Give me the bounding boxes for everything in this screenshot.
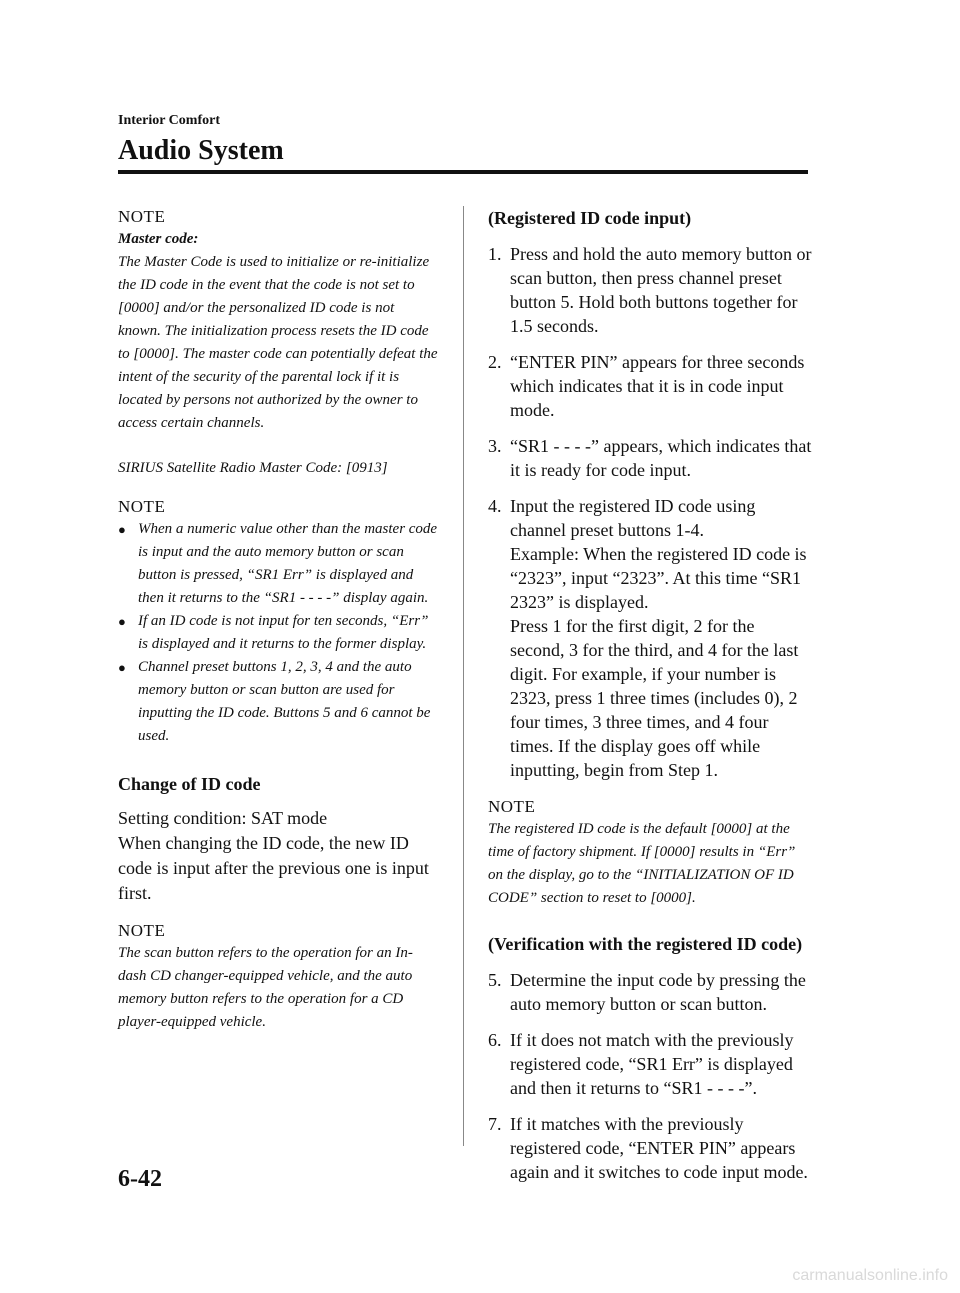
list-item: ● Channel preset buttons 1, 2, 3, 4 and the auto memory button or scan button are used for inputting the ID code. Buttons 5 and 6 cannot be used. xyxy=(118,656,438,748)
page-header xyxy=(118,112,808,168)
step-item: 2. “ENTER PIN” appears for three seconds which indicates that it is in code input mode. xyxy=(488,352,805,420)
list-item: ● If an ID code is not input for ten seconds, “Err” is displayed and it returns to the former display. xyxy=(118,610,438,656)
page-number: 6-42 xyxy=(118,1166,162,1192)
note-bullets xyxy=(118,496,438,748)
chapter-title: Audio System xyxy=(118,135,284,166)
watermark: carmanualsonline.info xyxy=(792,1267,948,1284)
list-item: ● When a numeric value other than the master code is input and the auto memory button or scan button is pressed, “SR1 Err” is displayed and then it returns to the “SR1 - - - -” display again. xyxy=(118,518,438,610)
note-registered-default xyxy=(488,796,813,910)
steps-verify xyxy=(488,968,813,1184)
verify-heading: (Verification with the registered ID code) xyxy=(488,934,803,954)
steps-registered xyxy=(488,242,813,782)
section-heading: Change of ID code xyxy=(118,774,261,794)
left-column xyxy=(118,206,438,1034)
bullet-list xyxy=(118,518,438,748)
column-divider xyxy=(463,206,464,1146)
note-scan-button xyxy=(118,920,438,1034)
note-master-code xyxy=(118,206,438,480)
bullet-icon: ● xyxy=(118,660,126,675)
bullet-icon: ● xyxy=(118,614,126,629)
step-item: 5. Determine the input code by pressing the auto memory button or scan button. xyxy=(488,970,806,1014)
step-item: 4. Input the registered ID code using channel preset buttons 1-4. Example: When the registered ID code is “2323”, input “2323”. At this time “SR1 2323” is displayed. Press 1 for the first digit, 2 for the second, 3 for the third, and 4 for the last digit. For example, if your number is 2323, press 1 three times (includes 0), 2 four times, 3 three times, and 4 four times. If the display goes off while inputting, begin from Step 1. xyxy=(488,496,807,780)
header-rule xyxy=(118,170,808,174)
note-label: NOTE xyxy=(118,921,166,940)
note-text: The scan button refers to the operation for an In-dash CD changer-equipped vehicle, and the auto memory button refers to the operation for a CD player-equipped vehicle. xyxy=(118,945,413,1030)
change-text: When changing the ID code, the new ID code is input after the previous one is input first. xyxy=(118,833,429,903)
note-subhead: Master code: xyxy=(118,231,199,247)
note-label: NOTE xyxy=(118,497,166,516)
setting-condition: Setting condition: SAT mode xyxy=(118,808,328,828)
section-label: Interior Comfort xyxy=(118,113,220,128)
step-item: 3. “SR1 - - - -” appears, which indicates that it is ready for code input. xyxy=(488,436,812,480)
bullet-icon: ● xyxy=(118,522,126,537)
step-item: 1. Press and hold the auto memory button or scan button, then press channel preset button 5. Hold both buttons together for 1.5 seconds. xyxy=(488,244,812,336)
note-label: NOTE xyxy=(118,207,166,226)
step-item: 7. If it matches with the previously registered code, “ENTER PIN” appears again and it switches to code input mode. xyxy=(488,1114,808,1182)
note-label: NOTE xyxy=(488,797,536,816)
note-text: The registered ID code is the default [0000] at the time of factory shipment. If [0000] results in “Err” on the display, go to the “INITIALIZATION OF ID CODE” section to reset to [0000]. xyxy=(488,821,796,906)
step-item: 6. If it does not match with the previously registered code, “SR1 Err” is displayed and then it returns to “SR1 - - - -”. xyxy=(488,1030,794,1098)
note-text: The Master Code is used to initialize or re-initialize the ID code in the event that the code is not set to [0000] and/or the personalized ID code is not known. The initialization process resets the ID code to [0000]. The master code can potentially defeat the intent of the security of the parental lock if it is located by persons not authorized by the owner to access certain channels. xyxy=(118,254,438,431)
right-column xyxy=(488,206,813,1184)
master-code-line: SIRIUS Satellite Radio Master Code: [0913] xyxy=(118,460,388,476)
change-id-section xyxy=(118,772,438,906)
registered-heading: (Registered ID code input) xyxy=(488,208,692,228)
